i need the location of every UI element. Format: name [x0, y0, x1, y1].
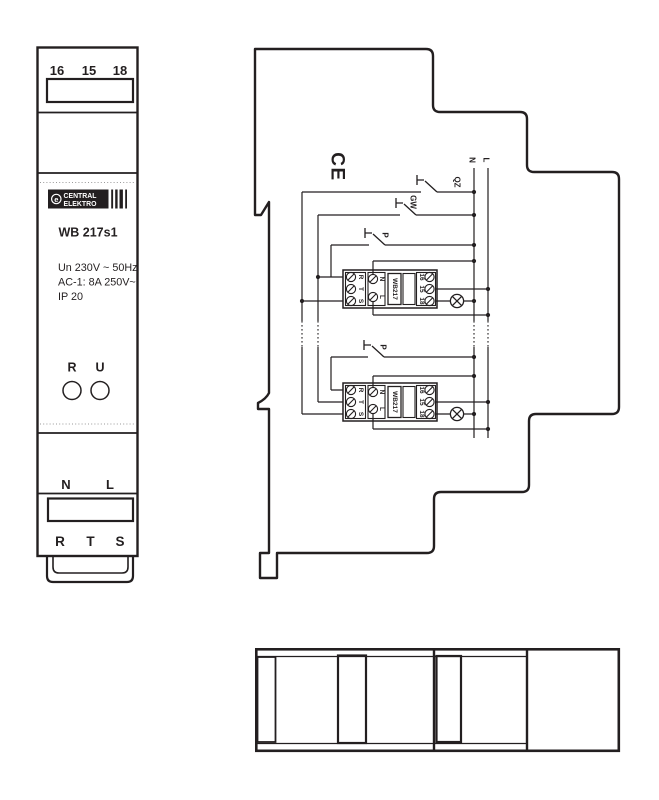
bus-label-n: N: [467, 157, 477, 163]
relay-unit-2: [343, 383, 437, 421]
screw-terminal-icon: [346, 272, 355, 281]
indicator-label-u: U: [95, 360, 105, 375]
front-view: [38, 48, 138, 583]
screw-terminal-icon: [368, 292, 377, 301]
indicator-lamp-r-icon: [63, 382, 81, 400]
ce-mark: CE: [326, 152, 348, 182]
front-terminal-label-15: 15: [81, 63, 97, 78]
model-label: WB 217s1: [58, 225, 118, 240]
side-view: [255, 49, 619, 578]
lamp-icon: [450, 407, 463, 420]
pushbutton-qz-label: QZ: [452, 176, 462, 188]
top-terminal-window: [47, 79, 133, 102]
unit1-terminal-s: S: [357, 298, 364, 304]
mounting-slot: [258, 657, 276, 742]
unit2-terminal-18: 18: [418, 410, 425, 418]
side-profile-outline: [255, 49, 619, 578]
unit1-terminal-n: N: [378, 276, 385, 282]
bottom-view: [256, 649, 619, 752]
pushbutton-p2-label: P: [378, 344, 388, 350]
unit1-terminal-r: R: [357, 274, 364, 280]
screw-terminal-icon: [346, 409, 355, 418]
pushbutton-p1-label: P: [380, 232, 390, 238]
unit-blank-plate: [403, 274, 415, 305]
unit1-model-label: WB217: [391, 278, 398, 300]
bottom-terminal-window: [48, 499, 133, 522]
pushbutton-p1: [365, 228, 390, 245]
screw-terminal-icon: [346, 397, 355, 406]
screw-terminal-icon: [368, 274, 377, 283]
screw-terminal-icon: [368, 387, 377, 396]
unit-blank-plate: [403, 387, 415, 418]
screw-terminal-icon: [425, 385, 434, 394]
brand-barcode-bars: [111, 190, 127, 209]
din-clip-inner: [53, 556, 128, 573]
screw-terminal-icon: [425, 409, 434, 418]
bus-label-l: L: [481, 157, 491, 163]
mounting-slot: [437, 656, 462, 742]
front-case-outline: [38, 48, 138, 557]
pushbutton-qz: [417, 175, 462, 192]
spec-line-1: Un 230V ~ 50Hz: [58, 262, 138, 274]
unit1-terminal-16: 16: [418, 273, 425, 281]
screw-terminal-icon: [368, 404, 377, 413]
relay-unit-1: [343, 270, 437, 308]
brand-logo: [48, 190, 127, 209]
screw-terminal-icon: [425, 272, 434, 281]
screw-terminal-icon: [346, 296, 355, 305]
pushbutton-p2: [364, 340, 388, 357]
front-terminal-label-16: 16: [49, 63, 65, 78]
wire-continuation-dashed: [302, 321, 488, 347]
screw-terminal-icon: [346, 284, 355, 293]
brand-logo-letter: e: [54, 194, 59, 204]
unit2-terminal-r: R: [357, 387, 364, 393]
unit1-terminal-15: 15: [418, 285, 425, 293]
pushbutton-gw: [396, 195, 418, 215]
spec-line-2: AC-1: 8A 250V~: [58, 276, 136, 289]
pushbutton-gw-label: GW: [408, 195, 418, 209]
unit2-terminal-t: T: [357, 400, 364, 404]
pushbutton-qz-icon: [417, 175, 437, 192]
unit2-terminal-15: 15: [418, 398, 425, 406]
screw-terminal-icon: [425, 397, 434, 406]
front-terminal-label-s: S: [115, 534, 125, 549]
brand-name-line1: CENTRAL: [63, 193, 97, 201]
front-terminal-label-n: N: [61, 477, 71, 492]
spec-line-3: IP 20: [58, 291, 84, 303]
front-terminal-label-18: 18: [112, 63, 128, 78]
front-terminal-label-r: R: [55, 534, 65, 549]
screw-terminal-icon: [425, 296, 434, 305]
screw-terminal-icon: [425, 284, 434, 293]
front-terminal-label-t: T: [86, 534, 95, 549]
wiring-schematic: [300, 157, 491, 438]
indicator-label-r: R: [67, 360, 77, 375]
unit2-model-label: WB217: [391, 391, 398, 413]
unit2-terminal-l: L: [378, 407, 385, 411]
screw-terminal-icon: [346, 385, 355, 394]
mounting-slot: [338, 656, 366, 744]
lamp-icon: [450, 294, 463, 307]
front-terminal-label-l: L: [106, 477, 114, 492]
unit2-terminal-s: S: [357, 411, 364, 417]
unit1-terminal-l: L: [378, 295, 385, 299]
unit1-terminal-t: T: [357, 287, 364, 291]
unit1-terminal-18: 18: [418, 297, 425, 305]
din-clip-outer: [47, 556, 133, 582]
unit2-terminal-n: N: [378, 389, 385, 395]
indicator-lamp-u-icon: [91, 382, 109, 400]
brand-name-line2: ELEKTRO: [63, 201, 97, 209]
unit2-terminal-16: 16: [418, 386, 425, 394]
